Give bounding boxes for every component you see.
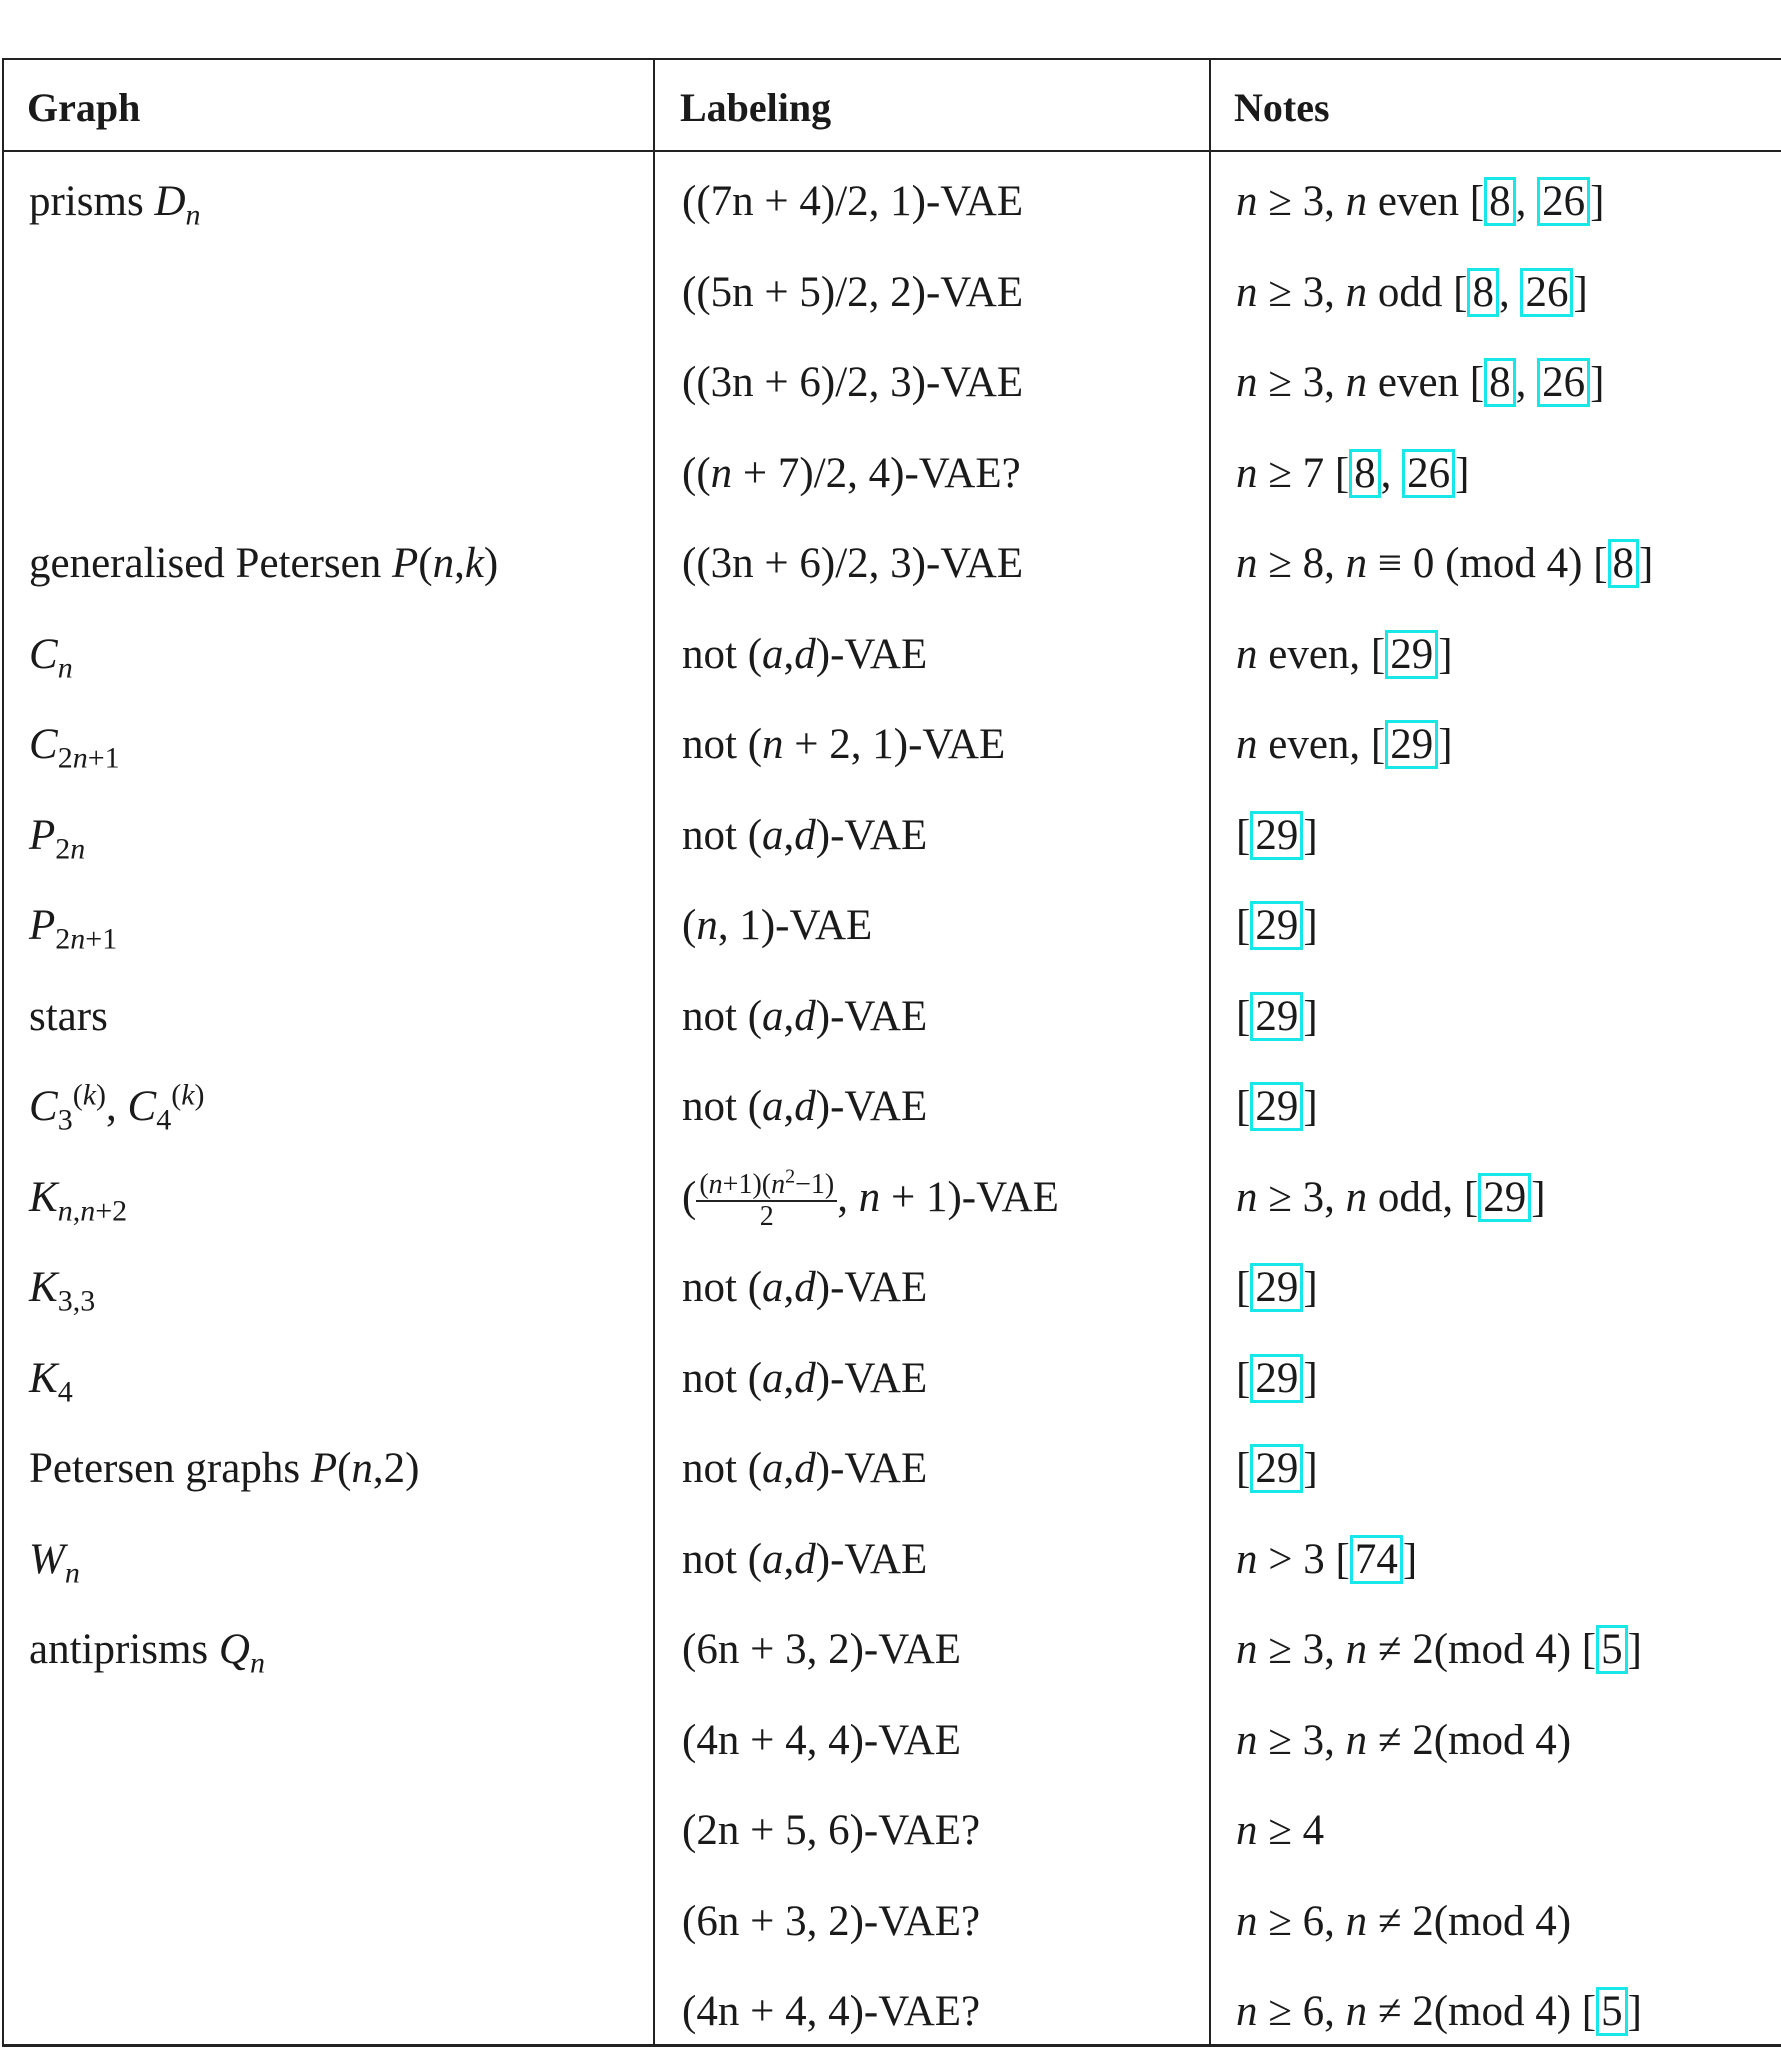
cell-labeling: ((n + 7)/2, 4)-VAE? [682,449,1021,497]
header-rule [4,150,1781,152]
citation-link[interactable]: 29 [1250,992,1303,1041]
cell-notes: n ≥ 6, n ≠ 2(mod 4) [ 5 ] [1236,1988,1642,2035]
cell-graph: generalised Petersen P(n,k) [29,540,499,587]
cell-labeling: not (a,d)-VAE [682,1264,928,1311]
cell-graph: $W_n$ [29,1535,80,1590]
cell-graph: $K_{n,n+2}$ [29,1173,128,1228]
cell-notes: n > 3 [ 74 ] [1236,1535,1418,1583]
cell-graph: Petersen graphs P(n,2) [29,1445,420,1492]
citation-link[interactable]: 29 [1478,1173,1531,1222]
cell-notes: n ≥ 3, n odd [ 8 , 26 ] [1236,268,1588,316]
cell-labeling: (6n + 3, 2)-VAE [682,1626,962,1673]
header-notes: Notes [1234,85,1330,130]
citation-link[interactable]: 29 [1385,720,1438,769]
cell-labeling: not (a,d)-VAE [682,1083,928,1130]
cell-notes: n even, [ 29 ] [1236,721,1453,768]
cell-graph: $C_3^{(k)}$, $C_4^{(k)}$ [29,1078,205,1137]
vae-results-table [2,58,1781,2047]
cell-labeling: (6n + 3, 2)-VAE? [682,1897,981,1945]
citation-link[interactable]: 5 [1596,1625,1628,1674]
cell-labeling: (2n + 5, 6)-VAE? [682,1807,981,1854]
citation-link[interactable]: 29 [1250,811,1303,860]
cell-labeling: ((5n + 5)/2, 2)-VAE [682,268,1024,316]
cell-notes: n ≥ 3, n odd, [ 29 ] [1236,1173,1546,1221]
cell-notes: n ≥ 3, n ≠ 2(mod 4) [1236,1716,1572,1764]
cell-notes: n ≥ 3, n even [ 8 , 26 ] [1236,178,1605,225]
cell-notes: [ 29 ] [1236,992,1318,1040]
cell-labeling: (n, 1)-VAE [682,902,873,949]
citation-link[interactable]: 26 [1402,449,1455,498]
citation-link[interactable]: 29 [1250,1263,1303,1312]
cell-graph: $P_{2n}$ [29,811,86,866]
citation-link[interactable]: 26 [1537,177,1590,226]
cell-labeling: not (a,d)-VAE [682,1354,928,1402]
cell-labeling: not (a,d)-VAE [682,1535,928,1583]
cell-notes: n ≥ 3, n ≠ 2(mod 4) [ 5 ] [1236,1626,1642,1673]
header-labeling: Labeling [680,85,832,130]
cell-graph: stars [29,992,108,1040]
citation-link[interactable]: 8 [1467,268,1499,317]
cell-graph: $C_n$ [29,630,73,685]
cell-graph: prisms $D_n$ [29,178,201,232]
cell-notes: n ≥ 7 [ 8 , 26 ] [1236,449,1470,497]
cell-labeling: ((7n + 4)/2, 1)-VAE [682,178,1024,225]
citation-link[interactable]: 29 [1385,630,1438,679]
citation-link[interactable]: 29 [1250,1444,1303,1493]
cell-notes: n ≥ 6, n ≠ 2(mod 4) [1236,1897,1572,1945]
citation-link[interactable]: 29 [1250,1354,1303,1403]
cell-labeling: not (a,d)-VAE [682,811,928,859]
cell-labeling: (4n + 4, 4)-VAE [682,1716,962,1764]
column-divider [1209,60,1211,2044]
citation-link[interactable]: 29 [1250,1082,1303,1131]
cell-labeling: ((3n + 6)/2, 3)-VAE [682,540,1024,587]
citation-link[interactable]: 29 [1250,901,1303,950]
cell-graph: $K_{3,3}$ [29,1264,96,1318]
citation-link[interactable]: 74 [1350,1535,1403,1584]
cell-labeling: ((3n + 6)/2, 3)-VAE [682,359,1024,406]
column-divider [653,60,655,2044]
citation-link[interactable]: 26 [1520,268,1573,317]
cell-labeling: (4n + 4, 4)-VAE? [682,1988,981,2035]
cell-notes: n ≥ 4 [1236,1807,1325,1854]
header-graph: Graph [27,85,141,130]
citation-link[interactable]: 8 [1484,358,1516,407]
cell-notes: [ 29 ] [1236,1445,1318,1492]
citation-link[interactable]: 5 [1596,1987,1628,2036]
cell-notes: [ 29 ] [1236,811,1318,859]
cell-labeling: not (a,d)-VAE [682,1445,928,1492]
cell-labeling: not (n + 2, 1)-VAE [682,721,1006,768]
cell-notes: [ 29 ] [1236,1083,1318,1130]
citation-link[interactable]: 8 [1484,177,1516,226]
cell-notes: n even, [ 29 ] [1236,630,1453,678]
cell-notes: [ 29 ] [1236,1264,1318,1311]
cell-labeling: not (a,d)-VAE [682,992,928,1040]
cell-graph: antiprisms $Q_n$ [29,1626,265,1680]
cell-notes: n ≥ 3, n even [ 8 , 26 ] [1236,359,1605,406]
cell-graph: $P_{2n+1}$ [29,902,118,956]
citation-link[interactable]: 8 [1608,539,1640,588]
cell-graph: $C_{2n+1}$ [29,721,120,775]
citation-link[interactable]: 26 [1537,358,1590,407]
cell-notes: n ≥ 8, n ≡ 0 (mod 4) [ 8 ] [1236,540,1654,587]
cell-notes: [ 29 ] [1236,1354,1318,1402]
cell-notes: [ 29 ] [1236,902,1318,949]
cell-graph: $K_4$ [29,1354,73,1409]
cell-labeling: not (a,d)-VAE [682,630,928,678]
citation-link[interactable]: 8 [1349,449,1381,498]
cell-labeling: ( $\frac{(n+1)(n^2-1)}{2}$ , n + 1)-VAE [682,1165,1059,1232]
